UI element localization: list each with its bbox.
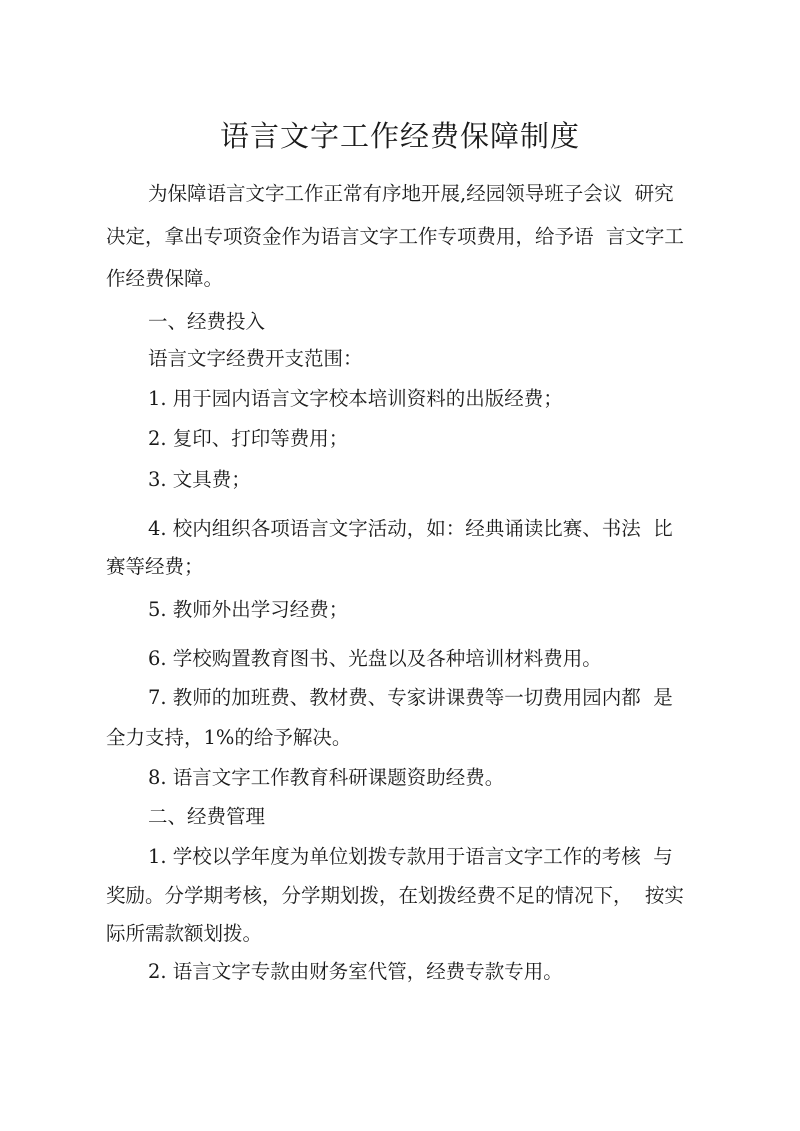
- list-item-7: 7. 教师的加班费、教材费、专家讲课费等一切费用园内都 是: [148, 686, 673, 709]
- document-title: 语言文字工作经费保障制度: [219, 119, 580, 153]
- section-heading-2: 二、经费管理: [148, 805, 266, 828]
- list-item-6: 6. 学校购置教育图书、光盘以及各种培训材料费用。: [148, 647, 602, 670]
- list-item-5: 5. 教师外出学习经费；: [148, 598, 349, 621]
- body-line-1: 为保障语言文字工作正常有序地开展,经园领导班子会议 研究: [148, 182, 674, 205]
- body-line-5: 语言文字经费开支范围：: [148, 347, 363, 370]
- mgmt-item-2: 2. 语言文字专款由财务室代管，经费专款专用。: [148, 960, 563, 983]
- body-line-2: 决定，拿出专项资金作为语言文字工作专项费用，给予语 言文字工: [106, 225, 684, 248]
- body-line-3: 作经费保障。: [106, 267, 224, 290]
- mgmt-item-1-cont-a: 奖励。分学期考核，分学期划拨，在划拨经费不足的情况下， 按实: [106, 884, 684, 907]
- list-item-1: 1. 用于园内语言文字校本培训资料的出版经费；: [148, 387, 563, 410]
- list-item-4-cont: 赛等经费；: [106, 555, 204, 578]
- list-item-2: 2. 复印、打印等费用；: [148, 427, 349, 450]
- list-item-8: 8. 语言文字工作教育科研课题资助经费。: [148, 766, 505, 789]
- mgmt-item-1-cont-b: 际所需款额划拨。: [106, 922, 263, 945]
- list-item-3: 3. 文具费；: [148, 468, 251, 491]
- section-heading-1: 一、经费投入: [148, 310, 266, 333]
- list-item-7-cont: 全力支持，1%的给予解决。: [106, 726, 352, 749]
- mgmt-item-1: 1. 学校以学年度为单位划拨专款用于语言文字工作的考核 与: [148, 845, 673, 868]
- list-item-4: 4. 校内组织各项语言文字活动，如：经典诵读比赛、书法 比: [148, 517, 673, 540]
